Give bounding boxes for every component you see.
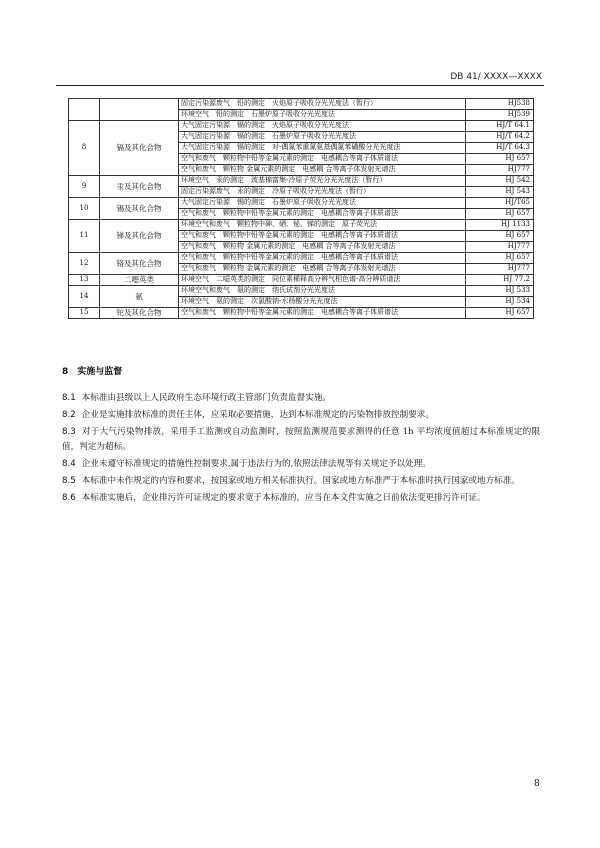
- clause-text: 本标准中未作规定的内容和要求，按国家或地方相关标准执行。国家或地方标准严于本标准时执行国家或地方标准。: [81, 476, 520, 486]
- method-cell: 固定污染源废气 铅的测定 火焰原子吸收分光光度法（暂行）: [179, 99, 466, 110]
- clause-number: 8.5: [62, 476, 76, 486]
- clause-text: 对于大气污染物排放，采用手工监测或自动监测时，按照监测规范要求测得的任意 1h 平均浓度值超过本标准规定的限值，判定为超标。: [62, 427, 540, 452]
- method-cell: 固定污染源废气 汞的测定 冷原子吸收分光光度法（暂行）: [179, 187, 466, 198]
- row-number-cell: 12: [69, 253, 100, 275]
- clause-number: 8.2: [62, 410, 76, 420]
- table-row: [69, 253, 534, 264]
- standard-number-cell: HJ/T65: [466, 198, 534, 209]
- standard-number-cell: HJ777: [466, 264, 534, 275]
- method-cell: 环境空气 汞的测定 巯基棉富集-冷原子荧光分光光度法（暂行）: [179, 176, 466, 187]
- method-cell: 空气和废气 颗粒物中铅等金属元素的测定 电感耦合等离子体质谱法: [179, 209, 466, 220]
- header-divider: [56, 85, 544, 86]
- pollutant-name-cell: 二噁英类: [100, 275, 179, 286]
- pollutant-name-cell: 铬及其化合物: [100, 253, 179, 275]
- clause-text: 企业是实施排放标准的责任主体，应采取必要措施，达到本标准规定的污染物排放控制要求。: [81, 410, 435, 420]
- pollutant-name-cell: 锡及其化合物: [100, 198, 179, 220]
- table-row: [69, 198, 534, 209]
- method-cell: 大气固定污染源 镉的测定 火焰原子吸收分光光度法: [179, 121, 466, 132]
- method-cell: 空气和废气 颗粒物中铅等金属元素的测定 电感耦合等离子体质谱法: [179, 253, 466, 264]
- section-heading: 8 实施与监督: [62, 367, 123, 377]
- row-number-cell: 9: [69, 176, 100, 198]
- method-cell: 环境空气 二噁英类的测定 同位素稀释高分辨气相色谱-高分辨质谱法: [179, 275, 466, 286]
- method-cell: 空气和废气 颗粒物 金属元素的测定 电感耦 合等离子体发射光谱法: [179, 165, 466, 176]
- table-row: [69, 121, 534, 132]
- standard-number-cell: HJ539: [466, 110, 534, 121]
- method-cell: 环境空气和废气 颗粒物中砷、硒、铋、锑的测定 原子荧光法: [179, 220, 466, 231]
- method-standards-table: [68, 98, 534, 319]
- standard-number-cell: HJ777: [466, 165, 534, 176]
- standard-number-cell: HJ 1133: [466, 220, 534, 231]
- table-row: [69, 176, 534, 187]
- clause-8-4: [62, 457, 540, 472]
- standard-number-cell: HJ777: [466, 242, 534, 253]
- method-cell: 环境空气和废气 氨的测定 纳氏试剂分光光度法: [179, 286, 466, 297]
- method-cell: 环境空气 铅的测定 石墨炉原子吸收分光光度法: [179, 110, 466, 121]
- table-row: [69, 275, 534, 286]
- standard-number-cell: HJ 543: [466, 187, 534, 198]
- clause-number: 8.4: [62, 459, 76, 469]
- clause-8-3: [62, 425, 540, 455]
- clause-8-1: [62, 391, 540, 406]
- row-number-cell: 13: [69, 275, 100, 286]
- standard-number-cell: HJ 657: [466, 154, 534, 165]
- row-number-cell: [69, 99, 100, 121]
- page-number: 8: [534, 779, 540, 789]
- table-row: [69, 308, 534, 319]
- method-cell: 空气和废气 颗粒物中铅等金属元素的测定 电感耦合等离子体质谱法: [179, 308, 466, 319]
- method-cell: 大气固定污染源 锡的测定 石墨炉原子吸收分光光度法: [179, 198, 466, 209]
- clause-number: 8.1: [62, 393, 76, 403]
- table-row: [69, 99, 534, 110]
- table-row: [69, 286, 534, 297]
- row-number-cell: 14: [69, 286, 100, 308]
- method-cell: 空气和废气 颗粒物 金属元素的测定 电感耦 合等离子体发射光谱法: [179, 264, 466, 275]
- row-number-cell: 10: [69, 198, 100, 220]
- standard-number-cell: HJ 533: [466, 286, 534, 297]
- clause-text: 本标准由县级以上人民政府生态环境行政主管部门负责监督实施。: [81, 393, 331, 403]
- standard-number-cell: HJ 657: [466, 253, 534, 264]
- standard-number-cell: HJ 77.2: [466, 275, 534, 286]
- standard-number-cell: HJ/T 64.1: [466, 121, 534, 132]
- pollutant-name-cell: [100, 99, 179, 121]
- method-cell: 环境空气 氨的测定 次氯酸钠-水杨酸分光光度法: [179, 297, 466, 308]
- clause-list: [62, 391, 540, 508]
- standard-number-cell: HJ/T 64.2: [466, 132, 534, 143]
- standard-number-cell: HJ/T 64.3: [466, 143, 534, 154]
- clause-text: 企业未遵守标准规定的措施性控制要求,属于违法行为的,依照法律法规等有关规定予以处理。: [81, 459, 431, 469]
- standard-number-cell: HJ 657: [466, 231, 534, 242]
- table-row: [69, 220, 534, 231]
- standard-number-cell: HJ538: [466, 99, 534, 110]
- method-cell: 空气和废气 颗粒物中铅等金属元素的测定 电感耦合等离子体质谱法: [179, 154, 466, 165]
- method-cell: 空气和废气 颗粒物 金属元素的测定 电感耦 合等离子体发射光谱法: [179, 242, 466, 253]
- standard-number-cell: HJ 657: [466, 308, 534, 319]
- clause-text: 本标准实施后，企业排污许可证规定的要求宽于本标准的，应当在本文件实施之日前依法变更排污许可证。: [81, 493, 486, 503]
- pollutant-name-cell: 镉及其化合物: [100, 121, 179, 176]
- pollutant-name-cell: 氨: [100, 286, 179, 308]
- clause-8-2: [62, 408, 540, 423]
- row-number-cell: 8: [69, 121, 100, 176]
- method-cell: 空气和废气 颗粒物中铅等金属元素的测定 电感耦合等离子体质谱法: [179, 231, 466, 242]
- document-code: DB 41/ XXXX—XXXX: [450, 72, 542, 82]
- method-cell: 大气固定污染源 镉的测定 对-偶氮苯重氮氨基偶氮苯磺酸分光光度法: [179, 143, 466, 154]
- clause-8-5: [62, 474, 540, 489]
- method-cell: 大气固定污染源 镉的测定 石墨炉原子吸收分光光度法: [179, 132, 466, 143]
- pollutant-name-cell: 锑及其化合物: [100, 220, 179, 253]
- standard-number-cell: HJ 657: [466, 209, 534, 220]
- pollutant-name-cell: 铊及其化合物: [100, 308, 179, 319]
- clause-8-6: [62, 491, 540, 506]
- row-number-cell: 15: [69, 308, 100, 319]
- row-number-cell: 11: [69, 220, 100, 253]
- standard-number-cell: HJ 534: [466, 297, 534, 308]
- clause-number: 8.6: [62, 493, 76, 503]
- pollutant-name-cell: 汞及其化合物: [100, 176, 179, 198]
- clause-number: 8.3: [62, 427, 76, 437]
- standard-number-cell: HJ 542: [466, 176, 534, 187]
